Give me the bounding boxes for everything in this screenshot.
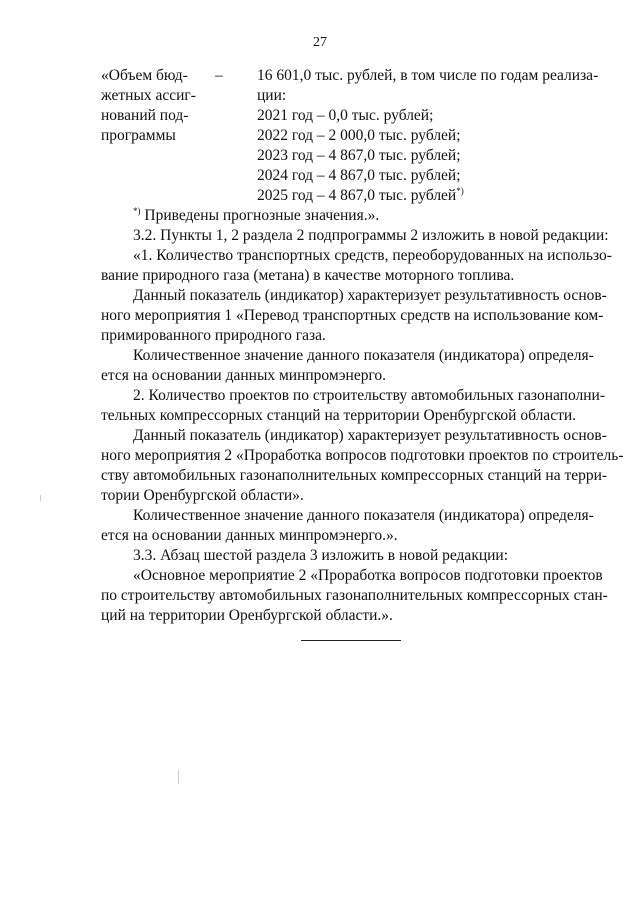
footnote [133,206,379,226]
paragraph-line: по строительству автомобильных газонаполнительных компрессорных стан- [101,587,608,604]
budget-dash: – [215,67,223,84]
budget-value-line: ции: [257,87,287,104]
budget-label-line: программы [101,127,176,144]
budget-year-2023: 2023 год – 4 867,0 тыс. рублей; [257,147,461,164]
page-number: 27 [313,35,327,50]
paragraph-line: ного мероприятия 1 «Перевод транспортных средств на использование ком- [101,307,604,324]
paragraph-first-line: «1. Количество транспортных средств, переоборудованных на использо- [133,247,612,264]
budget-label-line: жетных ассиг- [101,87,196,104]
budget-value-line: 16 601,0 тыс. рублей, в том числе по годам реализа- [257,67,599,84]
paragraph-line: вание природного газа (метана) в качестве моторного топлива. [101,267,515,284]
paragraph-line: ется на основании данных минпромэнерго. [101,367,387,384]
paragraph-first-line: 2. Количество проектов по строительству автомобильных газонаполни- [133,387,606,404]
paragraph-first-line: «Основное мероприятие 2 «Проработка вопросов подготовки проектов [133,567,603,584]
paragraph-line: ного мероприятия 2 «Проработка вопросов подготовки проектов по строитель- [101,447,624,464]
budget-year-2025-text: 2025 год – 4 867,0 тыс. рублей [257,187,457,204]
paragraph-first-line: Данный показатель (индикатор) характеризует результативность основ- [133,427,607,444]
paragraph-line: тельных компрессорных станций на территории Оренбургской области. [101,407,577,424]
budget-year-2021: 2021 год – 0,0 тыс. рублей; [257,107,434,124]
footnote-mark: *) [133,205,141,216]
footnote-mark: *) [456,185,464,196]
paragraph-line: ций на территории Оренбургской области.». [101,607,393,624]
footnote-text: Приведены прогнозные значения.». [140,207,380,224]
paragraph-line: ству автомобильных газонаполнительных компрессорных станций на терри- [101,467,608,484]
budget-year-2024: 2024 год – 4 867,0 тыс. рублей; [257,167,461,184]
budget-label-line: «Объем бюд- [101,67,188,84]
budget-year-2025 [257,186,464,206]
paragraph-first-line: 3.2. Пункты 1, 2 раздела 2 подпрограммы 2 изложить в новой редакции: [133,227,609,244]
scan-speck [40,495,41,501]
budget-year-2022: 2022 год – 2 000,0 тыс. рублей; [257,127,461,144]
paragraph-first-line: 3.3. Абзац шестой раздела 3 изложить в новой редакции: [133,547,509,564]
paragraph-line: тории Оренбургской области». [101,487,304,504]
scan-speck [178,770,179,784]
paragraph-first-line: Количественное значение данного показателя (индикатора) определя- [133,507,594,524]
paragraph-line: примированного природного газа. [101,327,326,344]
paragraph-line: ется на основании данных минпромэнерго.». [101,527,398,544]
paragraph-first-line: Данный показатель (индикатор) характеризует результативность основ- [133,287,607,304]
paragraph-first-line: Количественное значение данного показателя (индикатора) определя- [133,347,594,364]
budget-label-line: нований под- [101,107,189,124]
closing-rule [301,640,401,641]
